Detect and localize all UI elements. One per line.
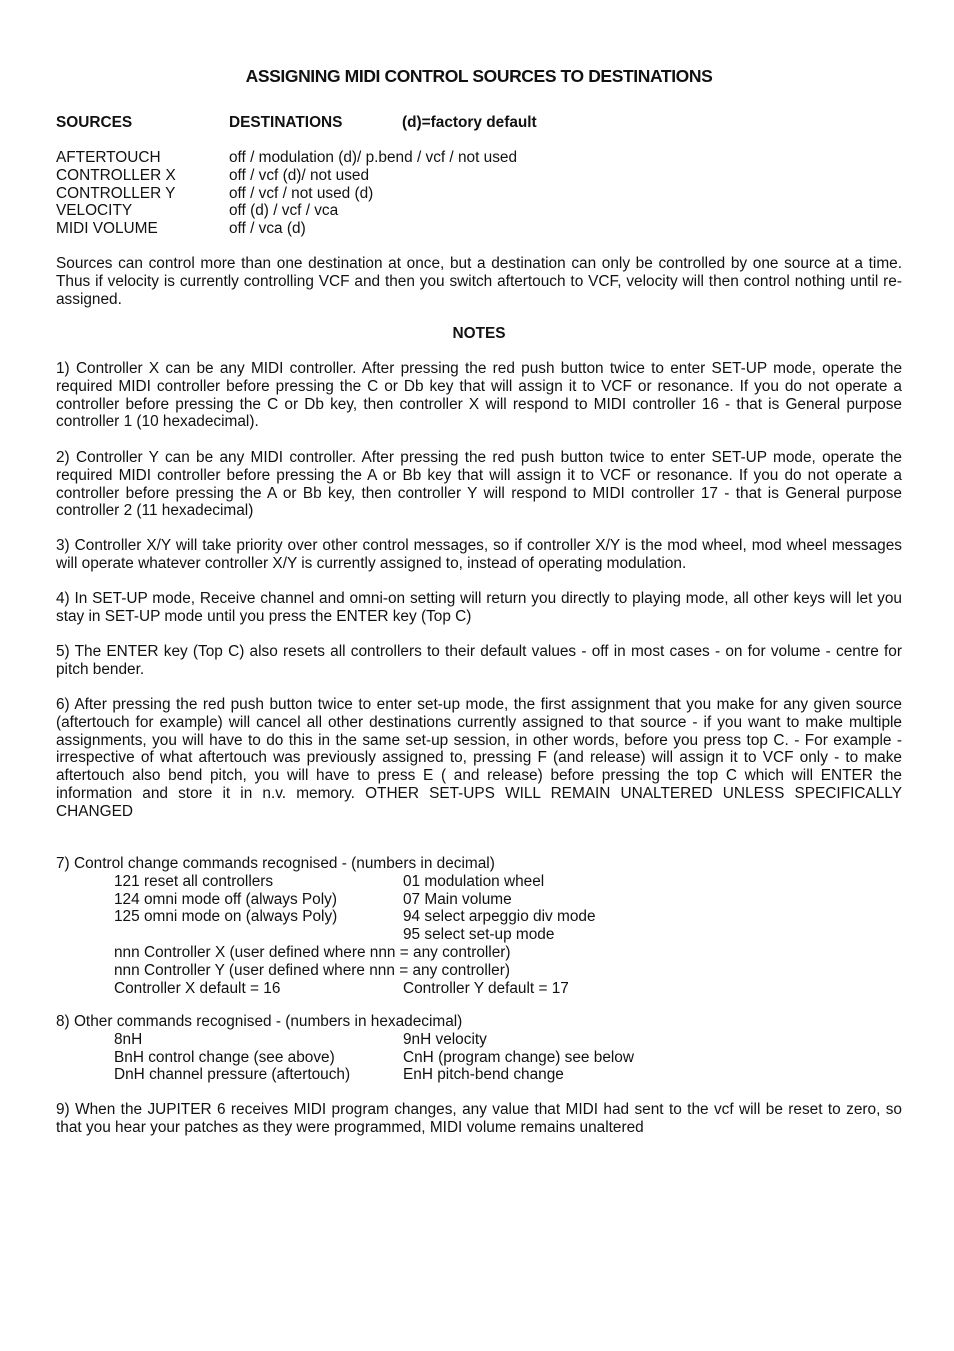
page-title: ASSIGNING MIDI CONTROL SOURCES TO DESTINATIONS [245,66,713,86]
source-destinations: off / modulation (d)/ p.bend / vcf / not used [229,149,518,166]
list-item: 95 select set-up mode [403,926,555,944]
table-row [56,202,902,220]
note-7-heading: 7) Control change commands recognised - (numbers in decimal) [56,855,495,872]
note-6: 6) After pressing the red push button twice to enter set-up mode, the first assignment that you make for any given source (aftertouch for example) will cancel all other destinations currently assigned to that source - if you want to make multiple assignments, you will have to do this in the same set-up session, in other words, before you press top C. - For example - irrespective of what aftertouch was previously assigned to, pressing F (and release) will assign it to VCF only - to make aftertouch also bend pitch, you will have to press E ( and release) before pressing the top C which will ENTER the information and store it in n.v. memory. OTHER SET-UPS WILL REMAIN UNALTERED UNLESS SPECIFICALLY CHANGED [56,696,902,820]
source-destinations: off / vca (d) [229,220,306,238]
note-9: 9) When the JUPITER 6 receives MIDI program changes, any value that MIDI had sent to the vcf will be reset to zero, so that you hear your patches as they were programmed, MIDI volume remains unaltered [56,1101,902,1136]
list-item: Controller X default = 16 Controller Y default = 17 [114,979,569,997]
list-item: DnH channel pressure (aftertouch) EnH pitch-bend change [114,1066,564,1084]
default-note-header: (d)=factory default [402,114,537,131]
note-7 [56,855,902,997]
table-row [56,167,902,185]
source-destinations: off / vcf (d)/ not used [229,166,370,184]
note-2: 2) Controller Y can be any MIDI controller. After pressing the red push button twice to enter SET-UP mode, operate the required MIDI controller before pressing the A or Bb key that will assign it to VCF or resonance. If you do not operate a controller before pressing the A or Bb key, then controller Y will respond to MIDI controller 17 - that is General purpose controller 2 (11 hexadecimal) [56,449,902,520]
sources-header: SOURCES [56,114,133,131]
source-name: VELOCITY [56,202,133,220]
note-3: 3) Controller X/Y will take priority over other control messages, so if controller X/Y is the mod wheel, mod wheel messages will operate whatever controller X/Y is currently assigned to, instead of operating modulation. [56,537,902,572]
source-name: AFTERTOUCH [56,149,161,166]
notes-heading: NOTES [452,325,506,342]
destinations-header: DESTINATIONS [229,114,343,131]
note-5: 5) The ENTER key (Top C) also resets all controllers to their default values - off in most cases - on for volume - centre for pitch bender. [56,643,902,678]
intro-paragraph: Sources can control more than one destination at once, but a destination can only be controlled by one source at a time. Thus if velocity is currently controlling VCF and then you switch aftertouch to VCF, velocity will then control nothing until re-assigned. [56,255,902,308]
note-8-heading: 8) Other commands recognised - (numbers in hexadecimal) [56,1013,463,1030]
list-item: nnn Controller Y (user defined where nnn = any controller) [114,961,510,979]
source-destinations: off / vcf / not used (d) [229,184,374,202]
list-item: 8nH 9nH velocity [114,1030,487,1048]
note-1: 1) Controller X can be any MIDI controller. After pressing the red push button twice to enter SET-UP mode, operate the required MIDI controller before pressing the C or Db key that will assign it to VCF or resonance. If you do not operate a controller before pressing the C or Db key, then controller X will respond to MIDI controller 16 - that is General purpose controller 1 (10 hexadecimal). [56,360,902,431]
list-item: 121 reset all controllers 01 modulation wheel [114,872,545,890]
source-name: MIDI VOLUME [56,220,158,238]
list-item: BnH control change (see above) CnH (program change) see below [114,1048,634,1066]
source-name: CONTROLLER Y [56,184,176,202]
source-destinations: off (d) / vcf / vca [229,202,339,220]
table-row [56,149,902,167]
sources-table [56,149,902,238]
note-4: 4) In SET-UP mode, Receive channel and omni-on setting will return you directly to playing mode, all other keys will let you stay in SET-UP mode until you press the ENTER key (Top C) [56,590,902,625]
list-item: 125 omni mode on (always Poly) 94 select arpeggio div mode [114,908,596,926]
source-name: CONTROLLER X [56,166,176,184]
list-item: nnn Controller X (user defined where nnn = any controller) [114,943,511,961]
table-row [56,220,902,238]
list-item: 124 omni mode off (always Poly) 07 Main volume [114,890,512,908]
note-8 [56,1013,902,1084]
table-row [56,185,902,203]
